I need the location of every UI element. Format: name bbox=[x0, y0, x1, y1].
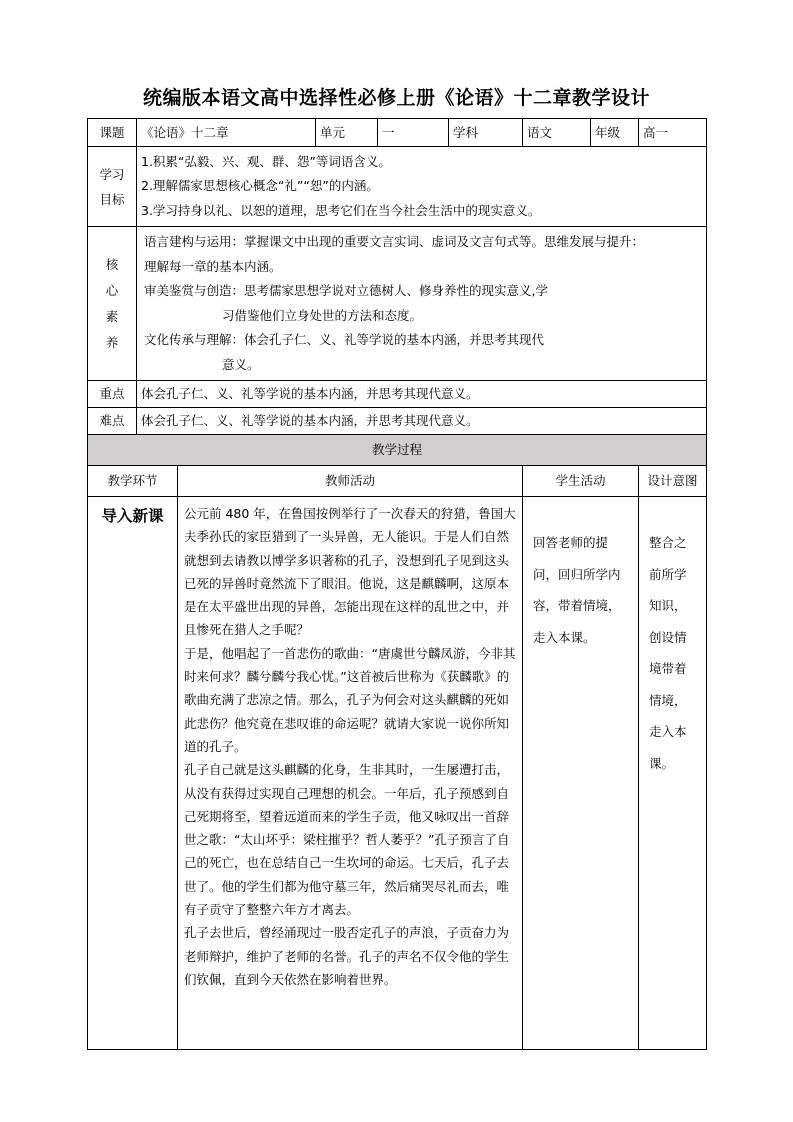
process-heading: 教学过程 bbox=[88, 435, 707, 466]
teacher-paragraph: 孔子自己就是这头麒麟的化身，生非其时，一生屡遭打击，从没有获得过实现自己理想的机会。一年后，孔子预感到自己死期将至，望着远道而来的学生子贡，他又咏叹出一首辞世之歌：“太山坏乎：梁柱摧乎？哲人萎乎？”孔子预言了自己的死亡，也在总结自己一生坎坷的命运。七天后，孔子去世了。他的学生们都为他守墓三年，然后痛哭尽礼而去，唯有子贡守了整整六年方才离去。 bbox=[184, 762, 510, 918]
unit-label: 单元 bbox=[316, 119, 378, 147]
grade-value: 高一 bbox=[639, 119, 707, 147]
subject-label: 学科 bbox=[449, 119, 523, 147]
difficulty-row bbox=[88, 408, 707, 435]
teacher-paragraph: 于是，他唱起了一首悲伤的歌曲：“唐虞世兮麟凤游，今非其时来何求？麟兮麟兮我心忧。”这首被后世称为《获麟歌》的歌曲充满了悲凉之情。那么，孔子为何会对这头麒麟的死如此悲伤？他究竟在悲叹谁的命运呢？就请大家说一说你所知道的孔子。 bbox=[184, 645, 516, 754]
subject-value: 语文 bbox=[523, 119, 591, 147]
design-intent: 整合之前所学知识，创设情境带着情境，走入本课。 bbox=[639, 497, 707, 1050]
goals-label-line-2: 目标 bbox=[99, 191, 125, 207]
goal-item: 3.学习持身以礼、以恕的道理，思考它们在当今社会生活中的现实意义。 bbox=[141, 202, 541, 218]
topic-label: 课题 bbox=[88, 119, 137, 147]
difficulty-value: 体会孔子仁、义、礼等学说的基本内涵，并思考其现代意义。 bbox=[137, 408, 707, 435]
unit-value: 一 bbox=[378, 119, 449, 147]
goals-content bbox=[137, 147, 707, 227]
literacy-content bbox=[137, 227, 707, 381]
grade-label: 年级 bbox=[591, 119, 639, 147]
col-teacher: 教师活动 bbox=[178, 466, 523, 497]
literacy-line: 审美鉴赏与创造：思考儒家思想学说对立德树人、修身养性的现实意义,学 bbox=[144, 283, 548, 298]
student-activity: 回答老师的提问，回归所学内容，带着情境，走入本课。 bbox=[523, 497, 639, 1050]
literacy-line: 习借鉴他们立身处世的方法和态度。 bbox=[222, 307, 423, 323]
teacher-paragraph: 孔子去世后，曾经涌现过一股否定孔子的声浪，子贡奋力为老师辩护，维护了老师的名誉。孔子的声名不仅令他的学生们钦佩，直到今天依然在影响着世界。 bbox=[184, 925, 510, 987]
intro-stage: 导入新课 bbox=[88, 497, 178, 1050]
lesson-plan-table bbox=[87, 118, 707, 1050]
goals-label bbox=[88, 147, 137, 227]
topic-value: 《论语》十二章 bbox=[137, 119, 316, 147]
literacy-label-char: 养 bbox=[105, 334, 119, 350]
literacy-line: 文化传承与理解：体会孔子仁、义、礼等学说的基本内涵，并思考其现代 bbox=[144, 332, 545, 347]
col-intent: 设计意图 bbox=[639, 466, 707, 497]
teacher-paragraph: 公元前 480 年，在鲁国按例举行了一次春天的狩猎，鲁国大夫季孙氏的家臣猎到了一头异兽，无人能识。于是人们自然就想到去请教以博学多识著称的孔子，没想到孔子见到这头已死的异兽时竟然流下了眼泪。他说，这是麒麟啊，这原本是在太平盛世出现的异兽，怎能出现在这样的乱世之中，并且惨死在猎人之手呢？ bbox=[184, 506, 516, 638]
literacy-label-char: 心 bbox=[105, 282, 119, 298]
col-student: 学生活动 bbox=[523, 466, 639, 497]
process-columns-row bbox=[88, 466, 707, 497]
goal-item: 2.理解儒家思想核心概念“礼”“恕”的内涵。 bbox=[141, 178, 379, 194]
header-row bbox=[88, 119, 707, 147]
intro-row bbox=[88, 497, 707, 1050]
teacher-activity-text bbox=[184, 502, 516, 1048]
literacy-line: 理解每一章的基本内涵。 bbox=[144, 258, 282, 274]
document-title: 统编版本语文高中选择性必修上册《论语》十二章教学设计 bbox=[142, 87, 650, 109]
literacy-label-char: 核 bbox=[105, 256, 119, 272]
process-heading-row bbox=[88, 435, 707, 466]
col-stage: 教学环节 bbox=[88, 466, 178, 497]
literacy-row bbox=[88, 227, 707, 381]
literacy-label-char: 素 bbox=[105, 308, 119, 324]
literacy-label bbox=[88, 227, 137, 381]
goals-label-line-1: 学习 bbox=[99, 166, 125, 182]
key-point-row bbox=[88, 381, 707, 408]
teacher-activity bbox=[178, 497, 523, 1050]
literacy-line: 语言建构与运用：掌握课文中出现的重要文言实词、虚词及文言句式等。思维发展与提升： bbox=[144, 234, 645, 249]
literacy-line: 意义。 bbox=[222, 356, 260, 372]
goals-row bbox=[88, 147, 707, 227]
goal-item: 1.积累“弘毅、兴、观、群、怨”等词语含义。 bbox=[141, 153, 391, 169]
key-point-value: 体会孔子仁、义、礼等学说的基本内涵，并思考其现代意义。 bbox=[137, 381, 707, 408]
key-point-label: 重点 bbox=[88, 381, 137, 408]
difficulty-label: 难点 bbox=[88, 408, 137, 435]
